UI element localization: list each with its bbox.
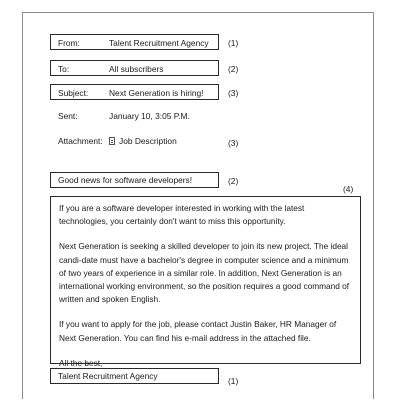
attachment-row [51, 134, 220, 148]
body-paragraph: All the best, [59, 357, 103, 368]
from-label: From: [58, 38, 80, 48]
document-icon [109, 137, 115, 145]
subject-marker: (3) [228, 88, 239, 98]
attachment-file[interactable] [109, 134, 177, 148]
to-value: All subscribers [109, 64, 164, 74]
signature-box [50, 368, 219, 384]
subject-label: Subject: [58, 88, 89, 98]
headline-text: Good news for software developers! [58, 175, 193, 185]
from-field [50, 34, 219, 50]
body-paragraph: Next Generation is seeking a skilled developer to join its new project. The ideal candi-date must have a bachelor's degree in computer science and a minimum of two years of experience in a similar role. In addition, Next Generation is an international working environment, so the position requires a good command of written and spoken English. [59, 241, 350, 305]
attachment-marker: (3) [228, 138, 239, 148]
body-paragraph: If you want to apply for the job, please contact Justin Baker, HR Manager of Next Generation. You can find his e-mail address in the attached file. [59, 319, 337, 343]
subject-value: Next Generation is hiring! [109, 88, 204, 98]
signature-text: Talent Recruitment Agency [58, 371, 158, 381]
subject-field [50, 84, 219, 100]
to-marker: (2) [228, 64, 239, 74]
to-field [50, 60, 219, 76]
sent-row [51, 109, 220, 123]
attachment-label: Attachment: [58, 136, 103, 146]
signature-marker: (1) [228, 376, 239, 386]
message-body [50, 196, 361, 368]
attachment-value: Job Description [119, 136, 177, 146]
to-label: To: [58, 64, 70, 74]
body-paragraph: If you are a software developer interested in working with the latest technologies, you certainly don't want to miss this opportunity. [59, 203, 305, 227]
headline-box [50, 172, 219, 188]
from-marker: (1) [228, 38, 239, 48]
body-marker: (4) [343, 184, 354, 194]
sent-label: Sent: [58, 111, 78, 121]
headline-marker: (2) [228, 176, 239, 186]
sent-value: January 10, 3:05 P.M. [109, 111, 190, 121]
from-value: Talent Recruitment Agency [109, 38, 209, 48]
